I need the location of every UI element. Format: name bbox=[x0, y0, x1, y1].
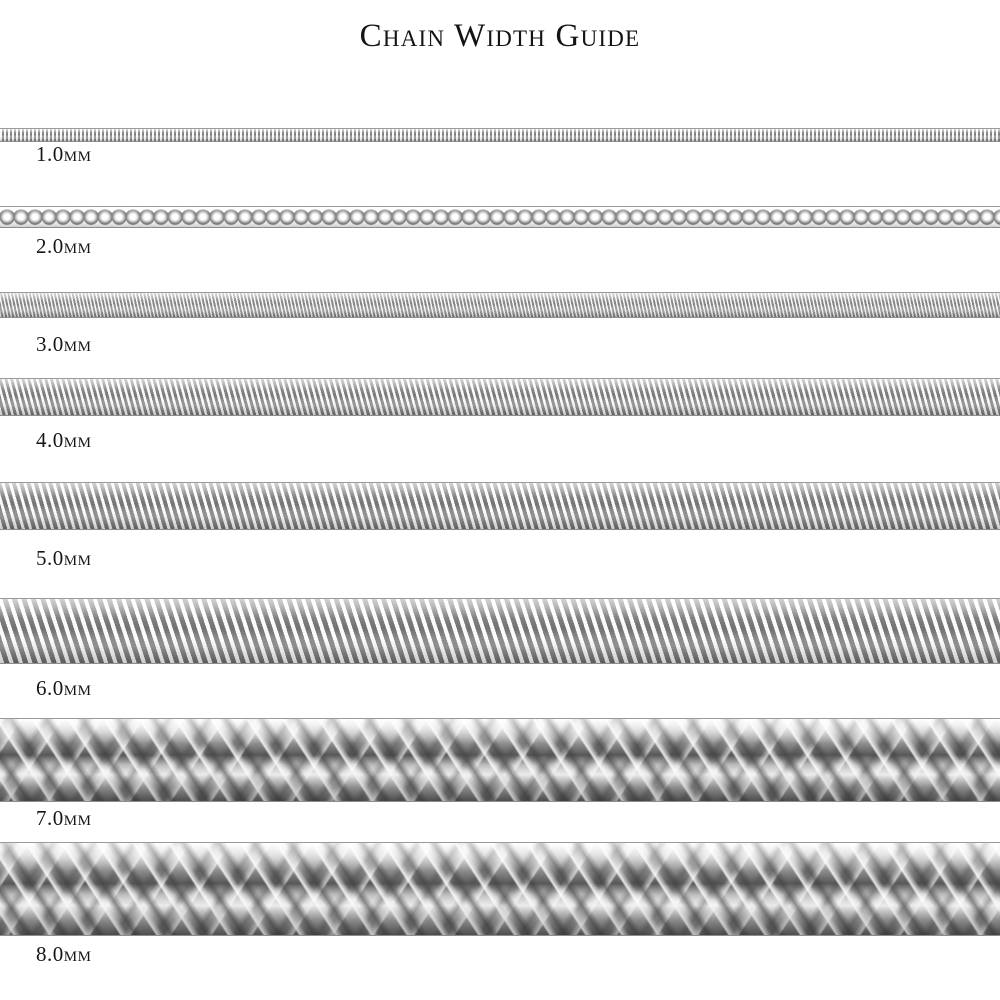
chain-band bbox=[0, 482, 1000, 530]
chain-band bbox=[0, 292, 1000, 318]
chain-band bbox=[0, 378, 1000, 416]
chain-band bbox=[0, 842, 1000, 936]
chain-sample bbox=[0, 128, 1000, 142]
chain-sample bbox=[0, 206, 1000, 228]
chain-width-label: 3.0mm bbox=[36, 332, 92, 356]
chain-link-texture bbox=[0, 843, 1000, 935]
chain-width-label: 5.0mm bbox=[36, 546, 92, 570]
chain-band bbox=[0, 206, 1000, 228]
chain-band bbox=[0, 128, 1000, 142]
chain-link-texture bbox=[0, 379, 1000, 415]
chain-width-label: 1.0mm bbox=[36, 142, 92, 166]
chain-link-texture bbox=[0, 207, 1000, 227]
chain-sample bbox=[0, 292, 1000, 318]
chain-band bbox=[0, 718, 1000, 802]
chain-width-label: 8.0mm bbox=[36, 942, 92, 966]
chain-link-texture bbox=[0, 719, 1000, 801]
chain-width-label: 4.0mm bbox=[36, 428, 92, 452]
page-title: Chain Width Guide bbox=[359, 18, 641, 54]
chain-sample bbox=[0, 482, 1000, 530]
chain-link-texture bbox=[0, 129, 1000, 141]
chain-link-texture bbox=[0, 483, 1000, 529]
chain-band bbox=[0, 598, 1000, 664]
chain-sample bbox=[0, 378, 1000, 416]
chain-width-label: 2.0mm bbox=[36, 234, 92, 258]
chain-sample bbox=[0, 598, 1000, 664]
chain-width-label: 6.0mm bbox=[36, 676, 92, 700]
chain-sample bbox=[0, 842, 1000, 936]
chain-link-texture bbox=[0, 599, 1000, 663]
chain-width-label: 7.0mm bbox=[36, 806, 92, 830]
chain-sample bbox=[0, 718, 1000, 802]
chain-link-texture bbox=[0, 293, 1000, 317]
